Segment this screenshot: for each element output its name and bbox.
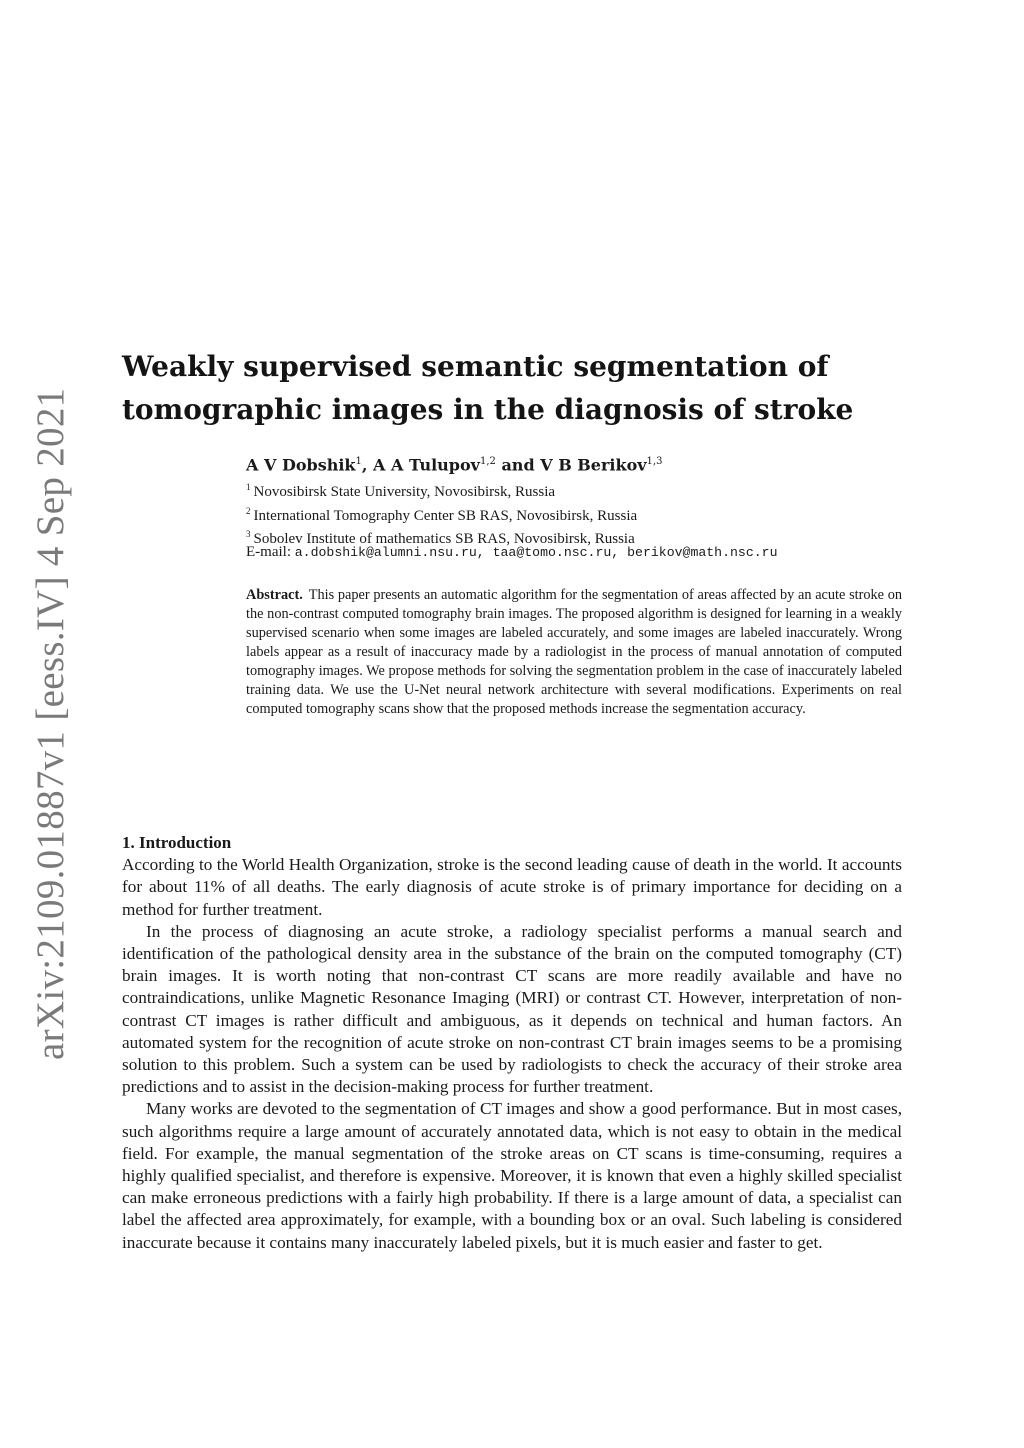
affiliation-list — [246, 478, 637, 549]
paragraph: According to the World Health Organization, stroke is the second leading cause of death in the world. It accounts for about 11% of all deaths. The early diagnosis of acute stroke is of primary importance for deciding on a method for further treatment. — [122, 855, 902, 919]
section-heading: 1. Introduction — [122, 833, 232, 852]
affiliation-number: 1 — [246, 482, 251, 492]
abstract — [246, 586, 902, 719]
affiliation-text: Sobolev Institute of mathematics SB RAS, Novosibirsk, Russia — [253, 531, 635, 547]
email-addresses: a.dobshik@alumni.nsu.ru, taa@tomo.nsc.ru, berikov@math.nsc.ru — [294, 545, 778, 560]
affiliation-text: Novosibirsk State University, Novosibirsk, Russia — [253, 484, 556, 500]
arxiv-identifier-stamp: arXiv:2109.01887v1 [eess.IV] 4 Sep 2021 — [29, 387, 72, 1060]
paragraph: In the process of diagnosing an acute stroke, a radiology specialist performs a manual search and identification of the pathological density area in the substance of the brain on the computed tomography (CT) brain images. It is worth noting that non-contrast CT scans are more readily available and have no contraindications, unlike Magnetic Resonance Imaging (MRI) or contrast CT. However, interpretation of non-contrast CT images is rather difficult and ambiguous, as it depends on technical and human factors. An automated system for the recognition of acute stroke on non-contrast CT brain images seems to be a promising solution to this problem. Such a system can be used by radiologists to check the accuracy of their stroke area predictions and to assist in the decision-making process for further treatment. — [122, 921, 902, 1097]
author-separator: , — [361, 455, 368, 475]
author-affil-marker: 1,3 — [646, 456, 663, 467]
author-list — [246, 452, 662, 475]
author-affil-marker: 1 — [355, 456, 362, 467]
abstract-text: This paper presents an automatic algorithm for the segmentation of areas affected by an acute stroke on the non-contrast computed tomography brain images. The proposed algorithm is designed for learning in a weakly supervised scenario when some images are labeled accurately, and some images are labeled inaccurately. Wrong labels appear as a result of inaccuracy made by a radiologist in the process of manual annotation of computed tomography images. We propose methods for solving the segmentation problem in the case of inaccurately labeled training data. We use the U-Net neural network architecture with several modifications. Experiments on real computed tomography scans show that the proposed methods increase the segmentation accuracy. — [246, 587, 902, 717]
abstract-heading: Abstract. — [246, 587, 303, 603]
author-separator: and — [501, 455, 535, 475]
contact-email — [246, 544, 778, 561]
title-line-1: Weakly supervised semantic segmentation of — [122, 350, 829, 383]
affiliation-number: 2 — [246, 505, 251, 516]
introduction-section — [122, 832, 902, 1254]
author-affil-marker: 1,2 — [479, 456, 496, 467]
author-name: A A Tulupov — [373, 455, 480, 475]
affiliation-item — [246, 478, 637, 502]
affiliation-item — [246, 502, 637, 526]
affiliation-number: 3 — [246, 529, 251, 539]
affiliation-text: International Tomography Center SB RAS, Novosibirsk, Russia — [253, 507, 638, 524]
paragraph: Many works are devoted to the segmentation of CT images and show a good performance. But in most cases, such algorithms require a large amount of accurately annotated data, which is not easy to obtain in the medical field. For example, the manual segmentation of the stroke areas on CT scans is time-consuming, requires a highly qualified specialist, and therefore is expensive. Moreover, it is known that even a highly skilled specialist can make erroneous predictions with a fairly high probability. If there is a large amount of data, a specialist can label the affected area approximately, for example, with a bounding box or an oval. Such labeling is considered inaccurate because it contains many inaccurately labeled pixels, but it is much easier and faster to get. — [122, 1099, 902, 1252]
author-name: V B Berikov — [540, 455, 647, 475]
paper-title — [122, 345, 902, 431]
email-label: E-mail: — [246, 544, 291, 560]
author-name: A V Dobshik — [246, 455, 356, 475]
title-line-2: tomographic images in the diagnosis of stroke — [122, 393, 854, 426]
